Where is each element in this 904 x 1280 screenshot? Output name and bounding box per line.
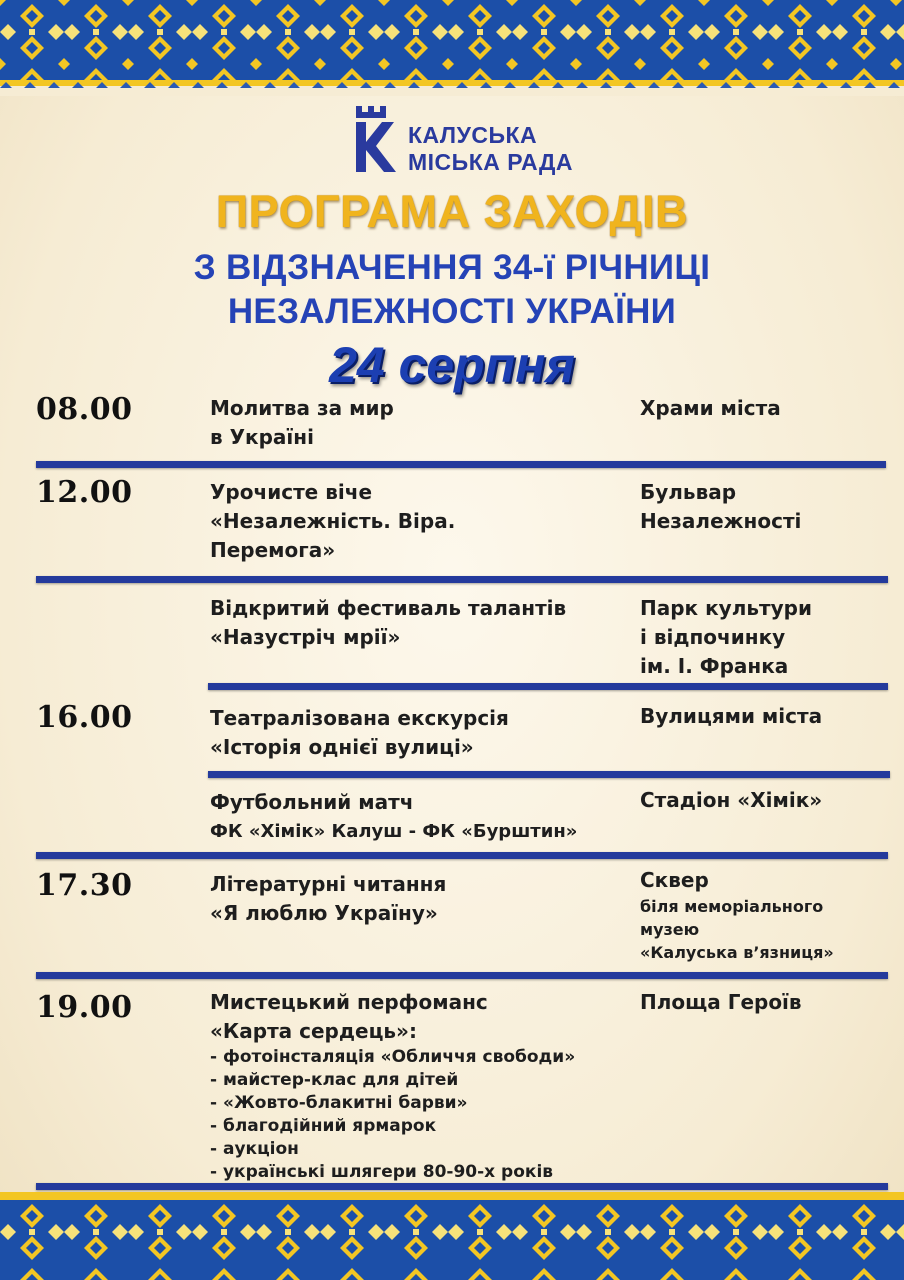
embroidery-pattern-bottom [0, 1192, 904, 1280]
event-line: Футбольний матч [210, 790, 414, 814]
place-city-streets [640, 702, 822, 731]
logo-line-2: МІСЬКА РАДА [408, 149, 574, 175]
event-line: «Історія однієї вулиці» [210, 735, 474, 759]
place-line: Площа Героїв [640, 990, 802, 1014]
place-line: Храми міста [640, 396, 781, 420]
kalush-k-emblem-icon [352, 104, 398, 174]
time-1200: 12.00 [36, 475, 133, 510]
event-line: «Я люблю Україну» [210, 901, 438, 925]
event-theatre-tour [210, 704, 509, 762]
divider [36, 1183, 888, 1190]
subtitle-line-1: З ВІДЗНАЧЕННЯ 34-ї РІЧНИЦІ [193, 248, 711, 287]
place-square-museum [640, 866, 834, 964]
place-park [640, 594, 812, 681]
subtitle-line-2: НЕЗАЛЕЖНОСТІ УКРАЇНИ [227, 292, 677, 331]
place-line: Бульвар [640, 480, 737, 504]
bullet-item: - аукціон [210, 1139, 299, 1159]
event-line: Мистецький перфоманс [210, 990, 488, 1014]
time-0800: 08.00 [36, 392, 133, 427]
event-prayer [210, 394, 394, 452]
place-line: біля меморіального [640, 897, 824, 916]
event-line: Урочисте віче [210, 480, 373, 504]
city-council-logo [352, 104, 592, 176]
event-line: Літературні читання [210, 872, 447, 896]
event-art-performance [210, 988, 575, 1184]
event-line: Перемога» [210, 538, 336, 562]
bullet-item: - благодійний ярмарок [210, 1116, 437, 1136]
place-boulevard [640, 478, 801, 536]
divider [36, 461, 886, 468]
time-1900: 19.00 [36, 990, 133, 1025]
divider [36, 972, 888, 979]
time-1600: 16.00 [36, 700, 133, 735]
bottom-ornament-border [0, 1192, 904, 1280]
divider [208, 771, 890, 778]
event-line: «Назустріч мрії» [210, 625, 401, 649]
event-literary-readings [210, 870, 446, 928]
event-line: Відкритий фестиваль талантів [210, 596, 567, 620]
place-line: Сквер [640, 868, 709, 892]
divider [208, 683, 888, 690]
event-line: «Незалежність. Віра. [210, 509, 456, 533]
place-heroes-square [640, 988, 802, 1017]
logo-text [408, 122, 573, 176]
place-line: Незалежності [640, 509, 802, 533]
logo-line-1: КАЛУСЬКА [408, 122, 538, 148]
place-temples [640, 394, 781, 423]
event-line: ФК «Хімік» Калуш - ФК «Бурштин» [210, 821, 578, 842]
bullet-item: - фотоінсталяція «Обличчя свободи» [210, 1047, 576, 1067]
event-line: «Карта сердець»: [210, 1019, 417, 1043]
top-ornament-border [0, 0, 904, 96]
embroidery-pattern-top [0, 0, 904, 96]
place-line: Стадіон «Хімік» [640, 788, 823, 812]
event-line: Молитва за мир [210, 396, 394, 420]
place-line: і відпочинку [640, 625, 786, 649]
event-assembly [210, 478, 455, 565]
event-date: 24 серпня [329, 337, 575, 393]
event-line: Театралізована екскурсія [210, 706, 509, 730]
place-line: Вулицями міста [640, 704, 823, 728]
place-line: ім. І. Франка [640, 654, 789, 678]
time-1730: 17.30 [36, 868, 133, 903]
divider [36, 576, 888, 583]
bullet-item: - українські шлягери 80-90-х років [210, 1162, 554, 1182]
event-talent-festival [210, 594, 566, 652]
page-title: ПРОГРАМА ЗАХОДІВ [215, 186, 689, 237]
place-line: музею [640, 920, 700, 939]
event-line: в Україні [210, 425, 314, 449]
place-line: «Калуська в’язниця» [640, 943, 834, 962]
event-football-match [210, 788, 577, 847]
bullet-item: - «Жовто-блакитні барви» [210, 1093, 468, 1113]
bullet-item: - майстер-клас для дітей [210, 1070, 459, 1090]
place-line: Парк культури [640, 596, 812, 620]
place-stadium [640, 786, 822, 815]
divider [36, 852, 888, 859]
